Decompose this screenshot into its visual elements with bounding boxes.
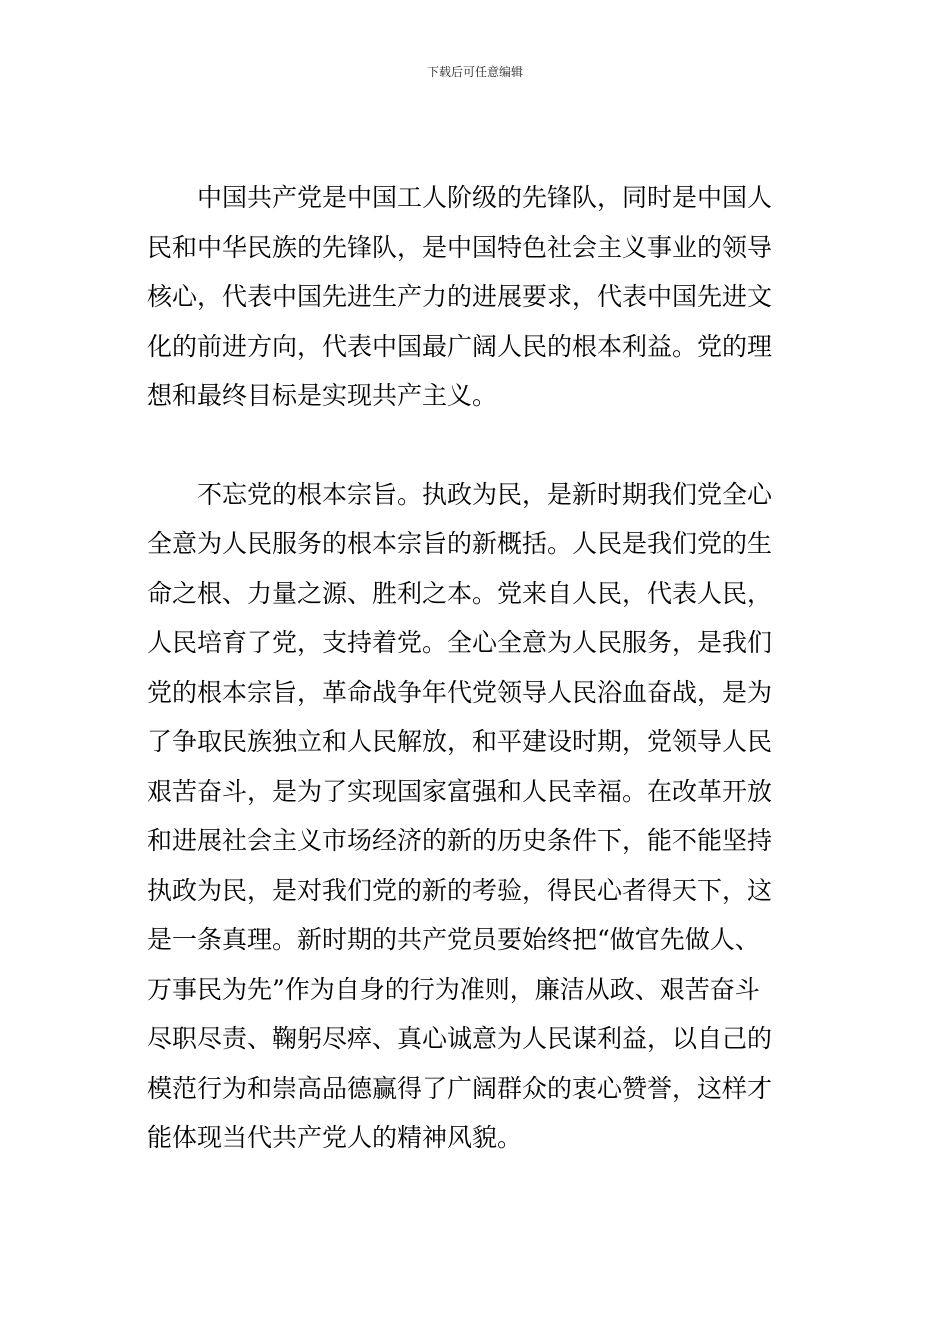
paragraph-line: 是一条真理。新时期的共产党员要始终把“做官先做人、 [147, 925, 760, 954]
paragraph-line: 中国共产党是中国工人阶级的先锋队，同时是中国人 [147, 183, 773, 212]
paragraph-line: 核心，代表中国先进生产力的进展要求，代表中国先进文 [147, 282, 773, 311]
paragraph-line: 化的前进方向，代表中国最广阔人民的根本利益。党的理 [147, 331, 773, 361]
paragraph-line: 民和中华民族的先锋队，是中国特色社会主义事业的领导 [147, 232, 773, 262]
paragraph-spacer [147, 428, 807, 477]
paragraph-2 [147, 477, 807, 1157]
paragraph-line: 想和最终目标是实现共产主义。 [147, 381, 498, 410]
page-header: 下载后可任意编辑 [426, 65, 523, 79]
paragraph-line: 和进展社会主义市场经济的新的历史条件下，能不能坚持 [147, 826, 773, 855]
paragraph-line: 不忘党的根本宗旨。执政为民，是新时期我们党全心 [147, 479, 773, 509]
paragraph-line: 党的根本宗旨，革命战争年代党领导人民浴血奋战，是为 [147, 677, 773, 707]
paragraph-line: 艰苦奋斗，是为了实现国家富强和人民幸福。在改革开放 [147, 776, 773, 806]
paragraph-line: 模范行为和崇高品德赢得了广阔群众的衷心赞誉，这样才 [147, 1073, 773, 1103]
paragraph-line: 了争取民族独立和人民解放，和平建设时期，党领导人民 [147, 727, 773, 756]
paragraph-line: 尽职尽责、鞠躬尽瘁、真心诚意为人民谋利益，以自己的 [147, 1024, 773, 1053]
paragraph-1 [147, 180, 807, 414]
paragraph-line: 命之根、力量之源、胜利之本。党来自人民，代表人民， [147, 578, 773, 608]
paragraph-line: 人民培育了党，支持着党。全心全意为人民服务，是我们 [147, 628, 773, 657]
paragraph-line: 能体现当代共产党人的精神风貌。 [147, 1123, 523, 1152]
paragraph-line: 全意为人民服务的根本宗旨的新概括。人民是我们党的生 [147, 529, 773, 558]
paragraph-line: 万事民为先”作为自身的行为准则，廉洁从政、艰苦奋斗 [147, 974, 760, 1004]
document-body [147, 180, 807, 1170]
paragraph-line: 执政为民，是对我们党的新的考验，得民心者得天下，这 [147, 875, 773, 905]
